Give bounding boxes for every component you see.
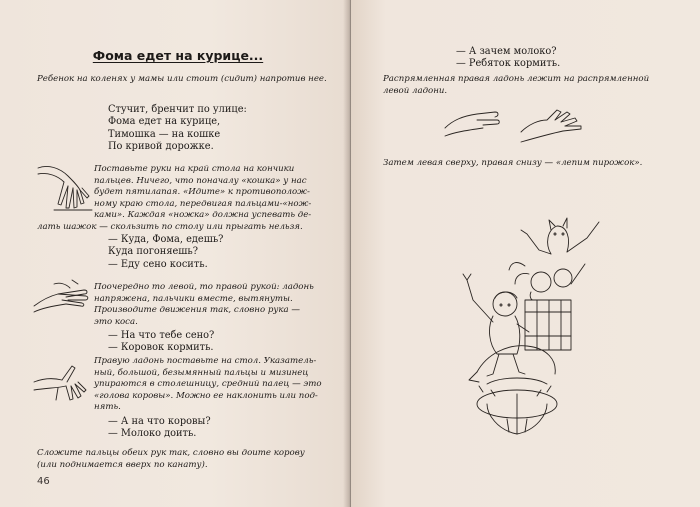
right-page: [351, 0, 700, 507]
outro-text: Сложите пальцы обеих рук так, словно вы доите корову (или поднимается вверх по канату).: [37, 448, 305, 470]
verse-3: — На что тебе сено? — Коровок кормить.: [108, 330, 215, 354]
verse-5: — А зачем молоко? — Ребяток кормить.: [456, 46, 561, 70]
instruction-2: Поочередно то левой, то правой рукой: ладонь напряжена, пальчики вместе, вытянуты. Производите движения так, словно рука — это коса.: [94, 282, 314, 327]
children-riding-chicken-illustration: [417, 204, 617, 444]
left-page: [0, 0, 349, 507]
instruction-5: Затем левая сверху, правая снизу — «лепим пирожок».: [383, 158, 643, 168]
intro-text: Ребенок на коленях у мамы или стоит (сидит) напротив нее.: [37, 74, 327, 84]
verse-4: — А на что коровы? — Молоко доить.: [108, 416, 211, 440]
hand-walking-fingers-illustration: [34, 160, 94, 216]
palms-together-illustration: [443, 98, 593, 148]
instruction-1-tail: лать шажок — скользить по столу или прыгать нельзя.: [37, 222, 303, 232]
verse-1: Стучит, бренчит по улице: Фома едет на курице, Тимошка — на кошке По кривой дорожке.: [108, 104, 247, 153]
instruction-3: Правую ладонь поставьте на стол. Указатель- ный, большой, безымянный пальцы и мизинец упираются в столешницу, средний палец — это «голова коровы». Можно ее наклонить или под- нять.: [94, 356, 322, 413]
instruction-4: Распрямленная правая ладонь лежит на распрямленной левой ладони.: [383, 74, 650, 96]
verse-2: — Куда, Фома, едешь? Куда погоняешь? — Еду сено косить.: [108, 234, 224, 270]
instruction-1: Поставьте руки на край стола на кончики пальцев. Ничего, что поначалу «кошка» у нас будет пятилапая. «Идите» к противополож- ному краю стола, передвигая пальцами-«нож- ками». Каждая «ножка» должна успевать де-: [94, 164, 312, 221]
flat-hand-scythe-illustration: [32, 276, 94, 316]
hand-cow-head-illustration: [32, 360, 92, 404]
page-number: 46: [37, 476, 50, 487]
page-title: Фома едет на курице...: [92, 48, 264, 63]
